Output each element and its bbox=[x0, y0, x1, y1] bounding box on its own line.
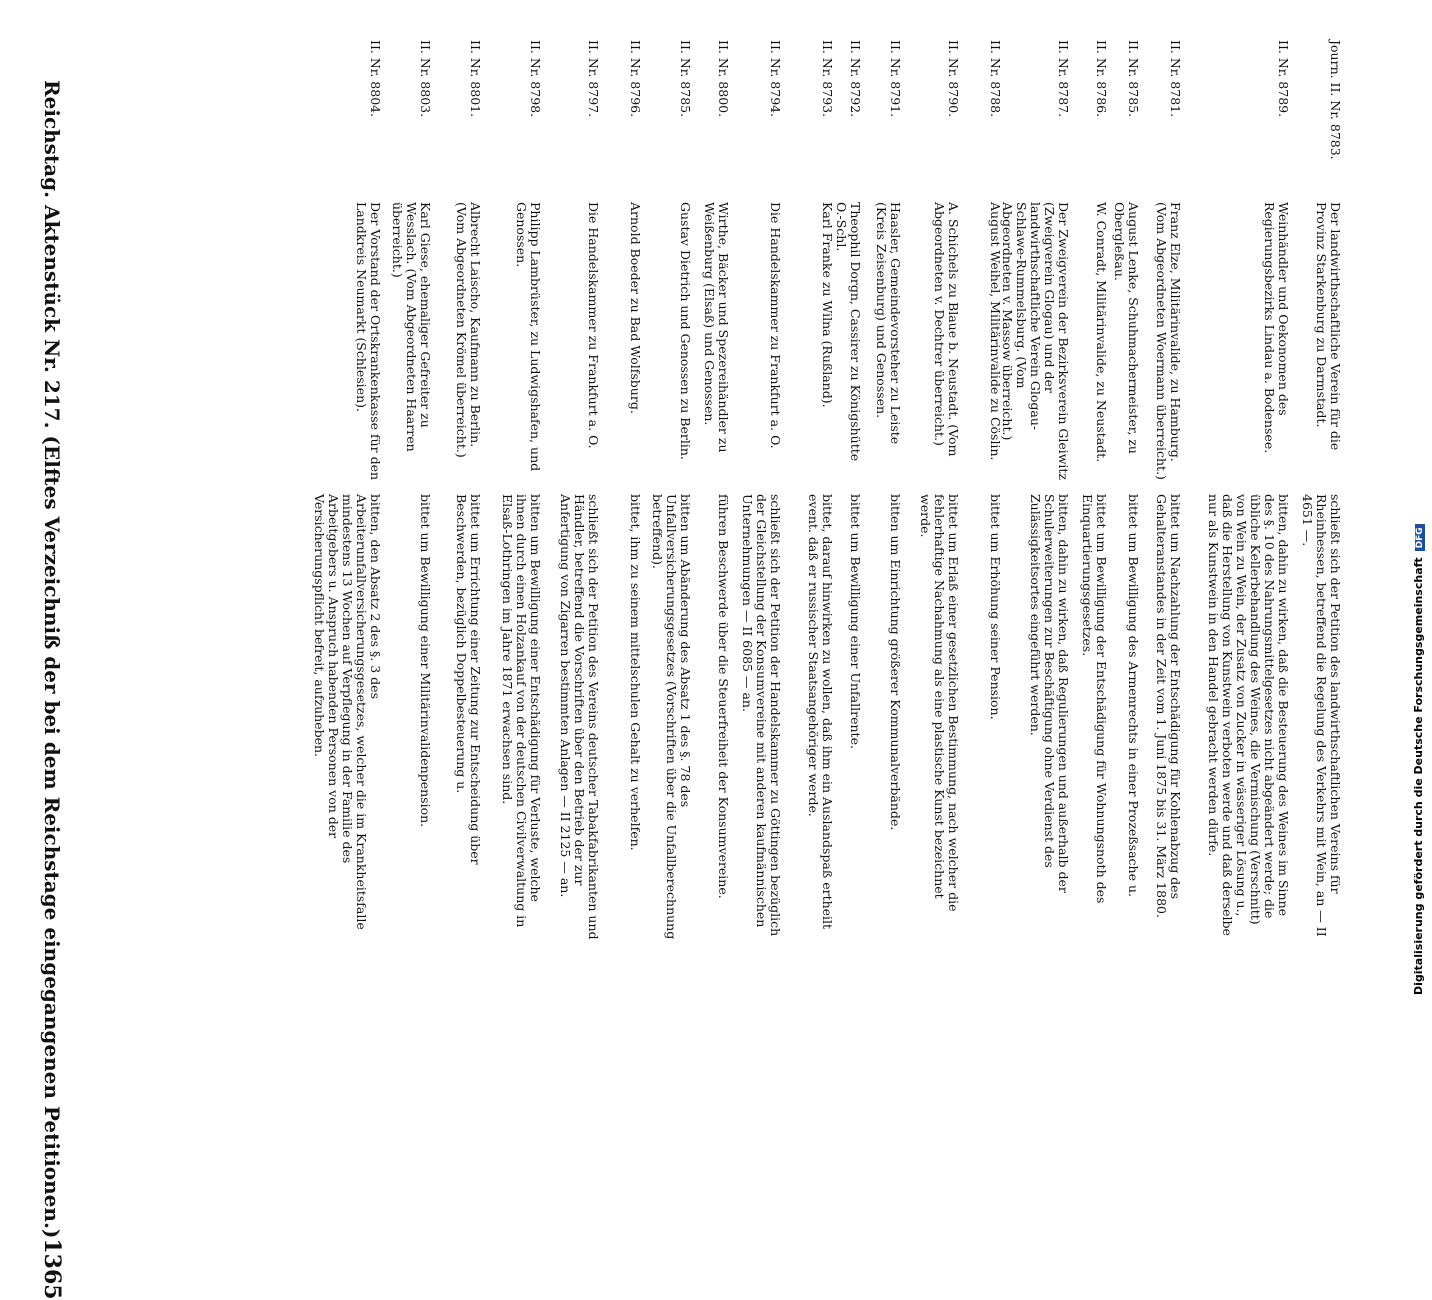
petition-entry bbox=[312, 40, 382, 940]
petition-ref: II. Nr. 8797. bbox=[586, 40, 601, 118]
petition-entry bbox=[806, 40, 834, 940]
petition-request: bittet um Errichtung einer Zeitung zur Entscheidung über Beschwerden, bezüglich Doppelbesteuerung u. bbox=[454, 494, 483, 865]
petition-request: bittet um Bewilligung einer Unfallrente. bbox=[848, 494, 863, 749]
credit-text: Digitalisierung gefördert durch die Deutsche Forschungsgemeinschaft bbox=[1412, 557, 1425, 995]
petition-request: bitten, den Absatz 2 des §. 3 des Arbeiterunfallversicherungsgesetzes, welcher die im Krankheitsfalle mindestens 13 Wochen auf Verpflegung in der Familie des Arbeitgebers u. Anspruch habenden Personen von der Versicherungspflicht befreit, aufzuheben. bbox=[312, 494, 383, 930]
petition-request: bittet, darauf hinwirken zu wollen, daß ihm ein Auslandspaß ertheilt event. daß er russischer Staatsangehöriger werde. bbox=[806, 494, 835, 930]
petition-ref: II. Nr. 8785. bbox=[1126, 40, 1141, 118]
petition-request: bittet um Bewilligung des Armenrechts in einer Prozeßsache u. bbox=[1126, 494, 1141, 897]
petition-ref: II. Nr. 8801. bbox=[468, 40, 483, 118]
petition-entry bbox=[988, 40, 1002, 940]
petition-name: August Lenke, Schuhmachermeister, zu Obergleßau. bbox=[1112, 202, 1141, 454]
petition-name: Die Handelskammer zu Frankfurt a. O. bbox=[768, 202, 783, 449]
petition-entry bbox=[702, 40, 730, 940]
petition-entry bbox=[558, 40, 600, 940]
petition-name: Gustav Dietrich und Genossen zu Berlin. bbox=[678, 202, 693, 460]
petition-ref: II. Nr. 8786. bbox=[1094, 40, 1109, 118]
petition-ref: II. Nr. 8785. bbox=[678, 40, 693, 118]
petition-request: bitten um Einrichtung größerer Kommunalverbände. bbox=[888, 494, 903, 831]
digitization-credit bbox=[1412, 524, 1425, 995]
petition-ref: Journ. II. Nr. 8783. bbox=[1328, 40, 1343, 160]
petition-request: bittet um Erhöhung seiner Pension. bbox=[988, 494, 1003, 720]
petition-entry bbox=[834, 40, 862, 940]
petition-name: Arnold Boeder zu Bad Wolfsburg. bbox=[628, 202, 643, 414]
petition-request: bittet um Nachzahlung der Entschädigung für Kohlenabzug des Gehalteranstandes in der Zeit vom 1. Juni 1875 bis 31. März 1880. bbox=[1154, 494, 1183, 918]
petition-name: Franz Elze, Militärinvalide, zu Hamburg. (Vom Abgeordneten Woermann überreicht.) bbox=[1154, 202, 1183, 480]
petition-entry bbox=[1000, 40, 1070, 940]
petition-name: W. Conradt, Militärinvalide, zu Neustadt. bbox=[1094, 202, 1109, 463]
petition-ref: II. Nr. 8781. bbox=[1168, 40, 1183, 118]
petition-entry bbox=[1112, 40, 1140, 940]
petition-ref: II. Nr. 8788. bbox=[988, 40, 1003, 118]
petition-ref: II. Nr. 8787. bbox=[1056, 40, 1071, 118]
petition-ref: II. Nr. 8798. bbox=[528, 40, 543, 118]
petition-name: Philipp Lambrüster, zu Ludwigshafen, und Genossen. bbox=[514, 202, 543, 472]
petition-entry bbox=[500, 40, 542, 940]
petition-entry bbox=[918, 40, 960, 940]
petition-ref: II. Nr. 8790. bbox=[946, 40, 961, 118]
petition-entry bbox=[650, 40, 692, 940]
petition-entry bbox=[390, 40, 432, 940]
petition-entry bbox=[1080, 40, 1108, 940]
petition-name: Der Zweigverein der Bezirksverein Gleiwitz (Zweigverein Glogau) und der landwirthschaftliche Verein Glogau-Schlawe-Rummelsburg. (Vom Abgeordneten v. Massow überreicht.) bbox=[1000, 202, 1071, 481]
petition-name: Wirthe, Bäcker und Spezereihändler zu Weißenburg (Elsaß) und Genossen. bbox=[702, 202, 731, 453]
petition-ref: II. Nr. 8796. bbox=[628, 40, 643, 118]
petition-name: Der Vorstand der Ortskrankenkasse für den Landkreis Neumarkt (Schlesien). bbox=[354, 202, 383, 481]
page-header bbox=[32, 80, 72, 1300]
petition-entry bbox=[740, 40, 782, 940]
petition-name: Die Handelskammer zu Frankfurt a. O. bbox=[586, 202, 601, 449]
petition-name: Albrecht Laischo, Kaufmann zu Berlin. (Vom Abgeordneten Krömel überreicht.) bbox=[454, 202, 483, 458]
dfg-logo: DFG bbox=[1415, 524, 1425, 551]
petition-request: bitten um Abänderung des Absatz 1 des §. 78 des Unfallversicherungsgesetzes (Vorschriften über die Unfallberechnung betreffend). bbox=[650, 494, 693, 940]
petition-name: Theophil Dorgn, Cassirer zu Königshütte O.-Schl. bbox=[834, 202, 863, 462]
petition-request: bitten um Bewilligung einer Entschädigung für Verluste, welche ihnen durch einen Holzankauf von der deutschen Civilverwaltung in Elsaß-Lothringen im Jahre 1871 erwachsen sind. bbox=[500, 494, 543, 928]
petition-entry bbox=[1206, 40, 1290, 940]
petition-request: bitten, dahin zu wirken, daß Regulierungen und außerhalb der Schulerweiterungen zur Beschäftigung ohne Verdienst des Zulässigkeitsortes eingeführt werden. bbox=[1028, 494, 1071, 893]
petition-name: Haasler, Gemeindevorsteher zu Leiste (Kreis Zeisenburg) und Genossen. bbox=[874, 202, 903, 445]
page-header-title: Reichstag. Aktenstück Nr. 217. (Elftes Verzeichniß der bei dem Reichstage eingegangenen Petitionen.) bbox=[40, 80, 64, 1239]
petition-entry bbox=[1154, 40, 1182, 940]
petition-entry bbox=[454, 40, 482, 940]
petition-ref: II. Nr. 8803. bbox=[418, 40, 433, 118]
petition-ref: II. Nr. 8792. bbox=[848, 40, 863, 118]
petition-request: schließt sich der Petition des landwirthschaftlichen Vereins für Rheinhessen, betreffend die Regelung des Verkehrs mit Wein, an — II 4651 —. bbox=[1300, 494, 1343, 937]
petition-entry bbox=[628, 40, 642, 940]
petition-ref: II. Nr. 8789. bbox=[1276, 40, 1291, 118]
petition-list bbox=[102, 40, 1342, 940]
petition-request: bitten, dahin zu wirken, daß die Besteuerung des Weines im Sinne des §. 10 des Nahrungsmittelgesetzes nicht abgeändert werde; die übliche Kellerbehandlung des Weines, die Vermischung (Verschnitt) von Wein zu Wein, der Zusatz von Zucker in wässeriger Lösung u., daß die Herstellung von Kunstwein verboten werde und daß derselbe nur als Kunstwein in den Handel gebracht werden dürfe. bbox=[1206, 494, 1291, 936]
petition-entry bbox=[1300, 40, 1342, 940]
petition-request: bittet, ihm zu seinem mittelschulen Gehalt zu verhelfen. bbox=[628, 494, 643, 851]
petition-request: führen Beschwerde über die Steuerfreiheit der Konsumvereine. bbox=[716, 494, 731, 899]
petition-entry bbox=[874, 40, 902, 940]
petition-ref: II. Nr. 8793. bbox=[820, 40, 835, 118]
petition-name: Weinhändler und Oekonomen des Regierungsbezirks Lindau a. Bodensee. bbox=[1262, 202, 1291, 454]
petition-ref: II. Nr. 8794. bbox=[768, 40, 783, 118]
petition-name: Karl Franke zu Wilna (Rußland). bbox=[820, 202, 835, 408]
page-number: 1365 bbox=[39, 1238, 65, 1300]
petition-name: Karl Giese, ehemaliger Gefreiter zu Wesslach. (Vom Abgeordneten Haarren überreicht.) bbox=[390, 202, 433, 452]
petition-name: A. Schichels zu Blaue b. Neustadt. (Vom Abgeordneten v. Dechtrer überreicht.) bbox=[932, 202, 961, 457]
petition-ref: II. Nr. 8800. bbox=[716, 40, 731, 118]
petition-request: bittet um Erlaß einer gesetzlichen Bestimmung, nach welcher die fehlerhaftige Nachahmung als eine plastische Kunst bezeichnet werde. bbox=[918, 494, 961, 912]
petition-request: bittet um Bewilligung der Entschädigung für Wohnungsnoth des Einquartierungsgesetzes. bbox=[1080, 494, 1109, 904]
petition-ref: II. Nr. 8791. bbox=[888, 40, 903, 118]
petition-request: schließt sich der Petition des Vereins deutscher Tabakfabrikanten und Händler, betreffend die Vorschriften über den Betrieb der zur Anfertigung von Zigarren bestimmten Anlagen — II 2125 — an. bbox=[558, 494, 601, 940]
petition-name: August Weihel, Militärinvalide zu Cöslin. bbox=[988, 202, 1003, 461]
petition-ref: II. Nr. 8804. bbox=[368, 40, 383, 118]
petition-name: Der landwirthschaftliche Verein für die Provinz Starkenburg zu Darmstadt. bbox=[1314, 202, 1343, 451]
petition-request: schließt sich der Petition der Handelskammer zu Göttingen bezüglich der Gleichstellung der Konsumvereine mit anderen kaufmännischen Unternehmungen — II 6085 — an. bbox=[740, 494, 783, 937]
petition-request: bittet um Bewilligung einer Militärinvalidenpension. bbox=[418, 494, 433, 828]
